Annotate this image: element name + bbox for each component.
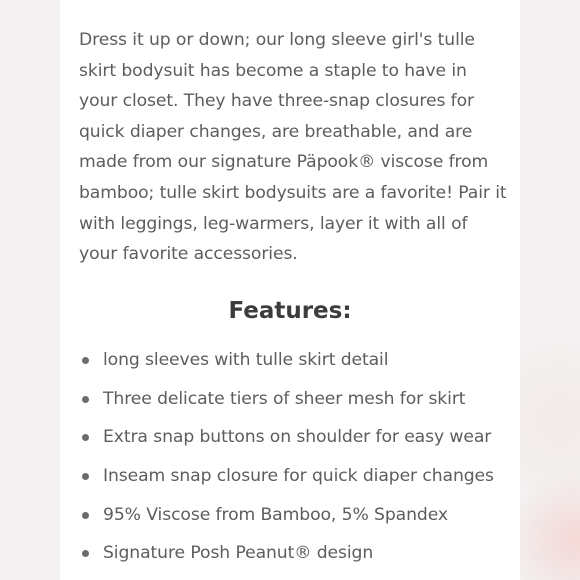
feature-text: Three delicate tiers of sheer mesh for skirt (103, 388, 466, 409)
description-line: your favorite accessories. (79, 244, 298, 265)
feature-item (60, 420, 520, 459)
description-line: your closet. They have three-snap closures for (79, 91, 475, 112)
description-line: with leggings, leg-warmers, layer it with all of (79, 213, 468, 234)
bullet-icon (82, 550, 89, 557)
bullet-icon (82, 434, 89, 441)
feature-text: Signature Posh Peanut® design (103, 543, 374, 564)
description-line: skirt bodysuit has become a staple to have in (79, 60, 467, 81)
feature-text: Inseam snap closure for quick diaper changes (103, 466, 494, 487)
feature-item (60, 459, 520, 498)
description-line: made from our signature Päpook® viscose from (79, 152, 489, 173)
feature-text: long sleeves with tulle skirt detail (103, 350, 389, 370)
description-line: quick diaper changes, are breathable, and are (79, 121, 473, 142)
features-heading: Features: (228, 298, 352, 324)
bullet-icon (82, 357, 89, 364)
features-list (60, 343, 520, 575)
description-line: bamboo; tulle skirt bodysuits are a favorite! Pair it (79, 182, 507, 203)
feature-item (60, 343, 520, 382)
bullet-icon (82, 396, 89, 403)
product-description-card (60, 0, 520, 580)
feature-item (60, 382, 520, 421)
bullet-icon (82, 512, 89, 519)
feature-text: Extra snap buttons on shoulder for easy wear (103, 427, 492, 448)
feature-item (60, 498, 520, 537)
bullet-icon (82, 473, 89, 480)
description-line: Dress it up or down; our long sleeve girl's tulle (79, 30, 475, 50)
product-description (79, 25, 511, 270)
feature-text: 95% Viscose from Bamboo, 5% Spandex (103, 504, 448, 525)
feature-item (60, 536, 520, 575)
